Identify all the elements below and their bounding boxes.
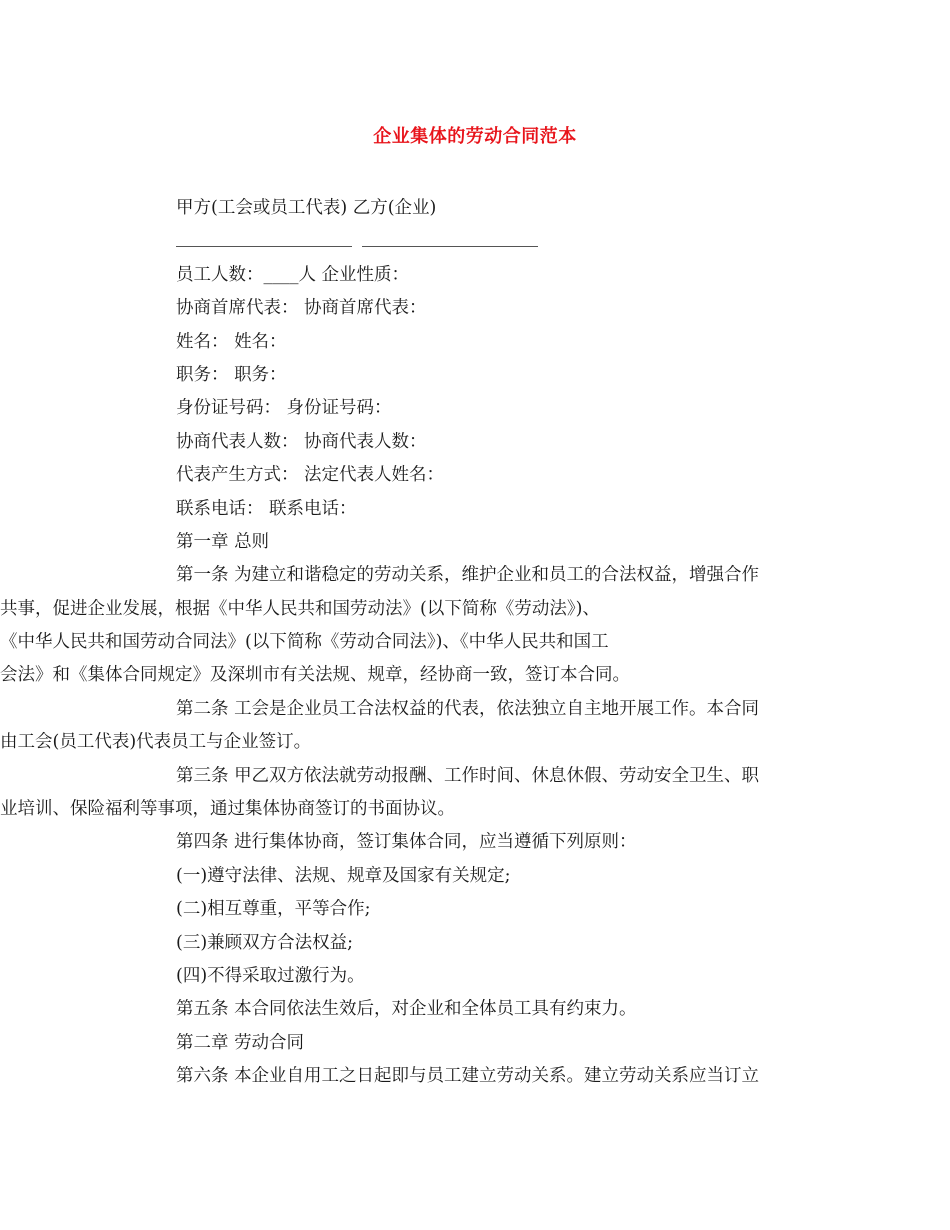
field-phone: 联系电话： 联系电话： bbox=[176, 498, 357, 519]
field-representative-count: 协商代表人数： 协商代表人数： bbox=[176, 431, 427, 452]
field-name: 姓名： 姓名： bbox=[176, 331, 287, 352]
principle-3: (三)兼顾双方合法权益; bbox=[176, 932, 354, 953]
article-2-line-2: 由工会(员工代表)代表员工与企业签订。 bbox=[0, 732, 312, 753]
field-employee-count: 员工人数：____人 企业性质： bbox=[176, 264, 410, 285]
article-3-line-1: 第三条 甲乙双方依法就劳动报酬、工作时间、休息休假、劳动安全卫生、职 bbox=[176, 765, 760, 786]
article-6-line-1: 第六条 本企业自用工之日起即与员工建立劳动关系。建立劳动关系应当订立 bbox=[176, 1066, 760, 1087]
field-chief-representative: 协商首席代表： 协商首席代表： bbox=[176, 298, 427, 319]
party-a-blank bbox=[176, 246, 352, 247]
field-position: 职务： 职务： bbox=[176, 364, 287, 385]
article-1-line-4: 会法》和《集体合同规定》及深圳市有关法规、规章，经协商一致，签订本合同。 bbox=[0, 665, 630, 686]
signature-blanks bbox=[176, 225, 812, 258]
article-1-line-3: 《中华人民共和国劳动合同法》(以下简称《劳动合同法》)、《中华人民共和国工 bbox=[0, 632, 609, 653]
article-5: 第五条 本合同依法生效后，对企业和全体员工具有约束力。 bbox=[176, 999, 637, 1020]
article-2-line-1: 第二条 工会是企业员工合法权益的代表，依法独立自主地开展工作。本合同 bbox=[176, 698, 760, 719]
principle-1: (一)遵守法律、法规、规章及国家有关规定; bbox=[176, 865, 511, 886]
article-1-line-1: 第一条 为建立和谐稳定的劳动关系，维护企业和员工的合法权益，增强合作 bbox=[176, 565, 760, 586]
principle-4: (四)不得采取过激行为。 bbox=[176, 965, 365, 986]
article-4: 第四条 进行集体协商，签订集体合同，应当遵循下列原则： bbox=[176, 832, 637, 853]
principle-2: (二)相互尊重，平等合作; bbox=[176, 899, 371, 920]
chapter-1-heading: 第一章 总则 bbox=[176, 531, 270, 552]
document-body bbox=[0, 192, 812, 1094]
party-b-blank bbox=[362, 246, 538, 247]
field-id-number: 身份证号码： 身份证号码： bbox=[176, 398, 392, 419]
document-title: 企业集体的劳动合同范本 bbox=[373, 126, 577, 147]
article-3-line-2: 业培训、保险福利等事项，通过集体协商签订的书面协议。 bbox=[0, 799, 455, 820]
article-1-line-2: 共事，促进企业发展，根据《中华人民共和国劳动法》(以下简称《劳动法》)、 bbox=[0, 598, 600, 619]
parties-line: 甲方(工会或员工代表) 乙方(企业) bbox=[176, 198, 437, 218]
field-selection-method: 代表产生方式： 法定代表人姓名： bbox=[176, 465, 445, 486]
chapter-2-heading: 第二章 劳动合同 bbox=[176, 1032, 305, 1053]
